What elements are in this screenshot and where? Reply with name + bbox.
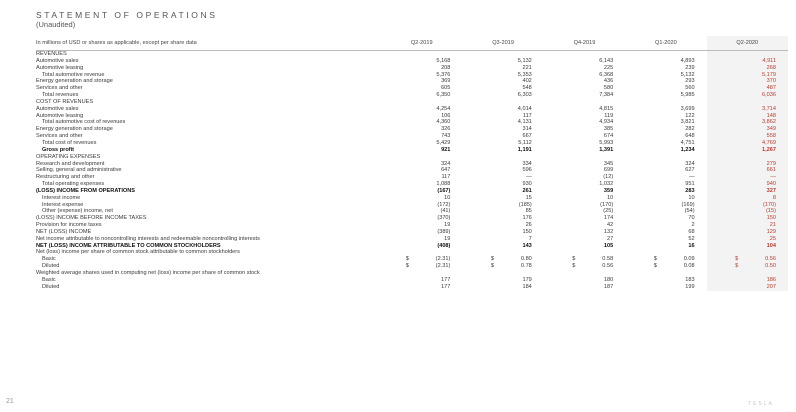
row-value: 6,143 (599, 57, 614, 64)
row-label: Automotive sales (36, 105, 79, 112)
row-value: 324 (685, 160, 695, 167)
row-value: 10 (606, 194, 614, 201)
row-value (625, 249, 706, 256)
row-label: Energy generation and storage (36, 78, 113, 85)
table-row (36, 85, 788, 92)
row-value (381, 99, 462, 106)
row-label: Services and other (36, 85, 83, 92)
row-value: 324 (441, 160, 451, 167)
row-value: 177 (441, 283, 451, 290)
row-value: 369 (441, 78, 451, 85)
row-value: — (526, 174, 532, 181)
table-row (36, 284, 788, 291)
row-value: 334 (522, 160, 532, 167)
row-value (707, 154, 788, 161)
row-value: 921 (441, 146, 451, 153)
row-value: 179 (522, 276, 532, 283)
row-label: Basic (42, 256, 56, 263)
row-value: 150 (522, 228, 532, 235)
row-value: 2 (691, 222, 695, 229)
row-value: 5,985 (680, 92, 695, 99)
row-value: 661 (707, 167, 788, 174)
row-value (707, 249, 788, 256)
row-value (707, 99, 788, 106)
row-value (625, 270, 706, 277)
row-value: — (688, 174, 695, 181)
table-header-row (36, 36, 788, 51)
row-value: 132 (603, 228, 614, 235)
row-value: 180 (603, 276, 614, 283)
row-value: 279 (707, 161, 788, 168)
row-value (381, 263, 462, 270)
table-row (36, 140, 788, 147)
table-row (36, 243, 788, 250)
row-value: 699 (603, 167, 614, 174)
row-value: (169) (681, 201, 695, 208)
row-value: 4,360 (436, 119, 451, 126)
statement-subtitle: (Unaudited) (36, 20, 76, 29)
row-value: 1,088 (436, 181, 451, 188)
row-value (625, 256, 706, 263)
row-value: 187 (603, 283, 614, 290)
row-value: 4,911 (707, 58, 788, 65)
row-label: Other (expense) income, net (42, 208, 113, 215)
row-value (544, 99, 625, 106)
row-value: 119 (604, 112, 614, 119)
row-value (625, 99, 706, 106)
row-value: 560 (685, 85, 695, 92)
row-value (625, 51, 706, 58)
period-header: Q4-2019 (544, 36, 625, 51)
row-value: 314 (522, 126, 532, 133)
row-label: Energy generation and storage (36, 126, 113, 133)
row-label: Diluted (42, 283, 60, 290)
cell-value: (2.31) (435, 263, 451, 270)
row-value: 4,769 (707, 140, 788, 147)
row-value (381, 51, 462, 58)
cell-value: 0.58 (602, 256, 614, 263)
operations-table (36, 36, 788, 291)
table-row (36, 51, 788, 58)
row-value: 4,815 (599, 105, 614, 112)
row-value: 15 (525, 194, 532, 201)
row-value: (12) (603, 174, 614, 181)
row-value: 177 (441, 276, 451, 283)
row-value: 385 (603, 126, 614, 133)
row-label: Total operating expenses (42, 181, 105, 188)
table-row (36, 119, 788, 126)
row-value: (370) (437, 215, 451, 222)
row-value: 176 (522, 215, 532, 222)
row-value: 261 (522, 187, 532, 194)
period-header: Q2-2019 (381, 36, 462, 51)
row-value (707, 51, 788, 58)
table-row (36, 215, 788, 222)
table-row (36, 229, 788, 236)
cell-value: 0.78 (520, 263, 532, 270)
row-value: 105 (603, 242, 614, 249)
row-value (544, 256, 625, 263)
row-label: Total revenues (42, 92, 79, 99)
row-value: 6,350 (436, 92, 451, 99)
table-row (36, 147, 788, 154)
row-value: (25) (603, 208, 614, 215)
row-value: 5,179 (707, 72, 788, 79)
row-value (381, 249, 462, 256)
row-value: (408) (437, 242, 451, 249)
row-value: 436 (603, 78, 614, 85)
row-value: — (707, 174, 788, 181)
row-value: 208 (441, 64, 451, 71)
cell-value: 0.50 (765, 263, 776, 270)
table-row (36, 181, 788, 188)
row-label: Gross profit (42, 146, 75, 153)
period-header: Q1-2020 (625, 36, 706, 51)
row-value: 207 (707, 284, 788, 291)
row-value: 326 (441, 126, 451, 133)
row-label: REVENUES (36, 51, 67, 57)
row-value: 19 (444, 222, 451, 229)
currency-symbol: $ (735, 256, 739, 263)
row-value: 930 (522, 181, 532, 188)
table-row (36, 270, 788, 277)
cell-value: 0.80 (520, 256, 532, 263)
row-value: 345 (603, 160, 614, 167)
row-value: 5,132 (680, 71, 695, 78)
row-label: Basic (42, 276, 56, 283)
table-row (36, 195, 788, 202)
row-label: (LOSS) INCOME BEFORE INCOME TAXES (36, 215, 147, 222)
row-value: 5,112 (518, 139, 532, 146)
row-value: 117 (441, 174, 451, 181)
table-row (36, 236, 788, 243)
table-row (36, 78, 788, 85)
table-row (36, 161, 788, 168)
row-value: 580 (603, 85, 614, 92)
row-value: 743 (441, 133, 451, 140)
row-value (625, 154, 706, 161)
row-value: 268 (707, 65, 788, 72)
row-value: 4,254 (436, 105, 451, 112)
row-label: Research and development (36, 160, 105, 167)
row-value: 4,751 (680, 139, 695, 146)
row-value: 186 (707, 277, 788, 284)
row-value (544, 263, 625, 270)
currency-symbol: $ (405, 263, 409, 270)
row-value: 174 (603, 215, 614, 222)
row-label: Automotive leasing (36, 64, 84, 71)
currency-symbol: $ (735, 263, 739, 270)
company-logo: TESLA (748, 401, 774, 407)
cell-value: 0.56 (602, 263, 614, 270)
row-value: 1,191 (517, 146, 532, 153)
cell-value: (2.31) (435, 256, 451, 263)
row-value: 7 (528, 235, 532, 242)
row-value (462, 99, 543, 106)
row-value: 21 (707, 222, 788, 229)
row-value: 627 (685, 167, 695, 174)
row-value: 674 (603, 133, 614, 140)
row-label: Provision for income taxes (36, 222, 102, 229)
row-value: 70 (688, 215, 695, 222)
row-value (544, 270, 625, 277)
row-label: OPERATING EXPENSES (36, 153, 101, 160)
row-value: 5,376 (436, 71, 451, 78)
row-value: 122 (685, 112, 695, 119)
row-value: 605 (441, 85, 451, 92)
row-label: Net income attributable to noncontrolling interests and redeemable noncontrolling interests (36, 235, 260, 242)
cell-value: 0.08 (683, 263, 695, 270)
row-label: NET (LOSS) INCOME ATTRIBUTABLE TO COMMON STOCKHOLDERS (36, 242, 221, 249)
row-value: 150 (707, 215, 788, 222)
currency-symbol: $ (572, 263, 576, 270)
row-value: 104 (707, 243, 788, 250)
row-value: (167) (437, 187, 451, 194)
row-value (707, 256, 788, 263)
table-row (36, 188, 788, 195)
row-value: 558 (707, 133, 788, 140)
row-value: 16 (688, 242, 695, 249)
row-label: Weighted average shares used in computing net (loss) income per share of common stock (36, 270, 260, 276)
row-value: 42 (606, 222, 614, 229)
row-value (462, 51, 543, 58)
row-value (381, 256, 462, 263)
row-value: (172) (437, 201, 451, 208)
row-value: 183 (685, 276, 695, 283)
row-value: 1,391 (599, 146, 614, 153)
table-row (36, 263, 788, 270)
row-value: 6,368 (599, 71, 614, 78)
table-row (36, 154, 788, 161)
row-value: 5,132 (517, 57, 532, 64)
row-value: 349 (707, 126, 788, 133)
row-value: 327 (707, 188, 788, 195)
row-value (462, 270, 543, 277)
row-value: 129 (707, 229, 788, 236)
row-label: Automotive sales (36, 57, 79, 64)
table-row (36, 65, 788, 72)
row-value: 7,384 (599, 92, 614, 99)
row-label: Interest expense (42, 201, 84, 208)
row-value: 5,429 (436, 139, 451, 146)
row-value: 6,303 (517, 92, 532, 99)
row-value: 647 (441, 167, 451, 174)
row-value: 117 (522, 112, 532, 119)
currency-symbol: $ (653, 256, 657, 263)
row-value: 225 (603, 64, 614, 71)
row-value: 359 (603, 187, 614, 194)
table-row (36, 249, 788, 256)
row-value: 85 (525, 208, 532, 215)
row-value: (185) (518, 201, 532, 208)
row-value (707, 270, 788, 277)
row-value (462, 256, 543, 263)
table-row (36, 167, 788, 174)
row-label: Automotive leasing (36, 112, 84, 119)
row-value: 25 (707, 236, 788, 243)
row-value: 6,036 (707, 92, 788, 99)
row-value: 199 (685, 283, 695, 290)
row-value: 148 (707, 113, 788, 120)
row-value: 1,267 (707, 147, 788, 154)
row-value (381, 154, 462, 161)
row-label: Diluted (42, 263, 60, 270)
row-value: 667 (522, 133, 532, 140)
row-value: 4,934 (599, 119, 614, 126)
table-row (36, 99, 788, 106)
row-value: 1,234 (680, 146, 695, 153)
row-value: 4,014 (517, 105, 532, 112)
cell-value: 0.09 (683, 256, 695, 263)
row-value (381, 270, 462, 277)
row-value: 940 (707, 181, 788, 188)
row-label: COST OF REVENUES (36, 98, 94, 105)
row-label: Net (loss) income per share of common stock attributable to common stockholders (36, 249, 240, 256)
table-row (36, 202, 788, 209)
row-value: (170) (600, 201, 614, 208)
row-value: 293 (685, 78, 695, 85)
row-value: (41) (440, 208, 451, 215)
row-value: 3,862 (707, 119, 788, 126)
row-value: 5,353 (517, 71, 532, 78)
row-value: 52 (688, 235, 695, 242)
row-label: Total automotive cost of revenues (42, 119, 126, 126)
row-value: 239 (685, 64, 695, 71)
row-value: (54) (684, 208, 695, 215)
row-value: 3,821 (680, 119, 695, 126)
row-value (462, 249, 543, 256)
row-value: 8 (707, 195, 788, 202)
row-value: 283 (685, 187, 695, 194)
row-label: Total automotive revenue (42, 71, 105, 78)
table-row (36, 126, 788, 133)
table-row (36, 58, 788, 65)
row-label: (LOSS) INCOME FROM OPERATIONS (36, 187, 136, 194)
row-value: 596 (522, 167, 532, 174)
row-value: (389) (437, 228, 451, 235)
row-value (544, 249, 625, 256)
row-label: Restructuring and other (36, 174, 95, 181)
row-value: 221 (522, 64, 532, 71)
row-value: 5,993 (599, 139, 614, 146)
row-value: (15) (707, 208, 788, 215)
row-value: 402 (522, 78, 532, 85)
statement-title: STATEMENT OF OPERATIONS (36, 10, 218, 20)
row-label: Services and other (36, 133, 83, 140)
cell-value: 0.56 (765, 256, 776, 263)
currency-symbol: $ (405, 256, 409, 263)
table-row (36, 133, 788, 140)
table-row (36, 92, 788, 99)
row-value: 4,893 (680, 57, 695, 64)
row-value: 1,032 (599, 181, 614, 188)
row-value: 5,168 (436, 57, 451, 64)
row-label: Selling, general and administrative (36, 167, 122, 174)
row-value: 4,131 (517, 119, 532, 126)
table-row (36, 222, 788, 229)
table-row (36, 174, 788, 181)
row-value: 370 (707, 78, 788, 85)
currency-symbol: $ (490, 263, 495, 270)
row-value: 68 (688, 228, 695, 235)
row-label: Interest income (42, 194, 81, 201)
row-value: 648 (685, 133, 695, 140)
row-value (462, 154, 543, 161)
period-header: Q2-2020 (707, 36, 788, 51)
row-value (707, 263, 788, 270)
row-label: NET (LOSS) INCOME (36, 228, 92, 235)
row-value: 10 (444, 194, 451, 201)
currency-symbol: $ (653, 263, 657, 270)
row-value: 27 (606, 235, 614, 242)
row-value: (170) (707, 202, 788, 209)
table-row (36, 106, 788, 113)
row-value: 951 (685, 181, 695, 188)
row-value: 282 (685, 126, 695, 133)
row-value: 3,699 (680, 105, 695, 112)
row-value: 487 (707, 85, 788, 92)
row-label: Total cost of revenues (42, 139, 97, 146)
header-units-label: In millions of USD or shares as applicable, except per share data (36, 36, 381, 51)
row-value: 19 (444, 235, 451, 242)
table-row (36, 256, 788, 263)
row-value (544, 154, 625, 161)
page-number: 21 (6, 398, 14, 405)
currency-symbol: $ (490, 256, 495, 263)
row-value: 106 (441, 112, 451, 119)
table-row (36, 72, 788, 79)
row-value (544, 51, 625, 58)
row-value: 548 (522, 85, 532, 92)
table-row (36, 113, 788, 120)
row-value: 143 (522, 242, 532, 249)
row-value: 3,714 (707, 106, 788, 113)
row-value (625, 263, 706, 270)
currency-symbol: $ (572, 256, 576, 263)
row-value (462, 263, 543, 270)
table-row (36, 208, 788, 215)
row-value: 10 (688, 194, 695, 201)
row-value: 26 (525, 222, 532, 229)
table-row (36, 277, 788, 284)
period-header: Q3-2019 (462, 36, 543, 51)
row-value: 184 (522, 283, 532, 290)
